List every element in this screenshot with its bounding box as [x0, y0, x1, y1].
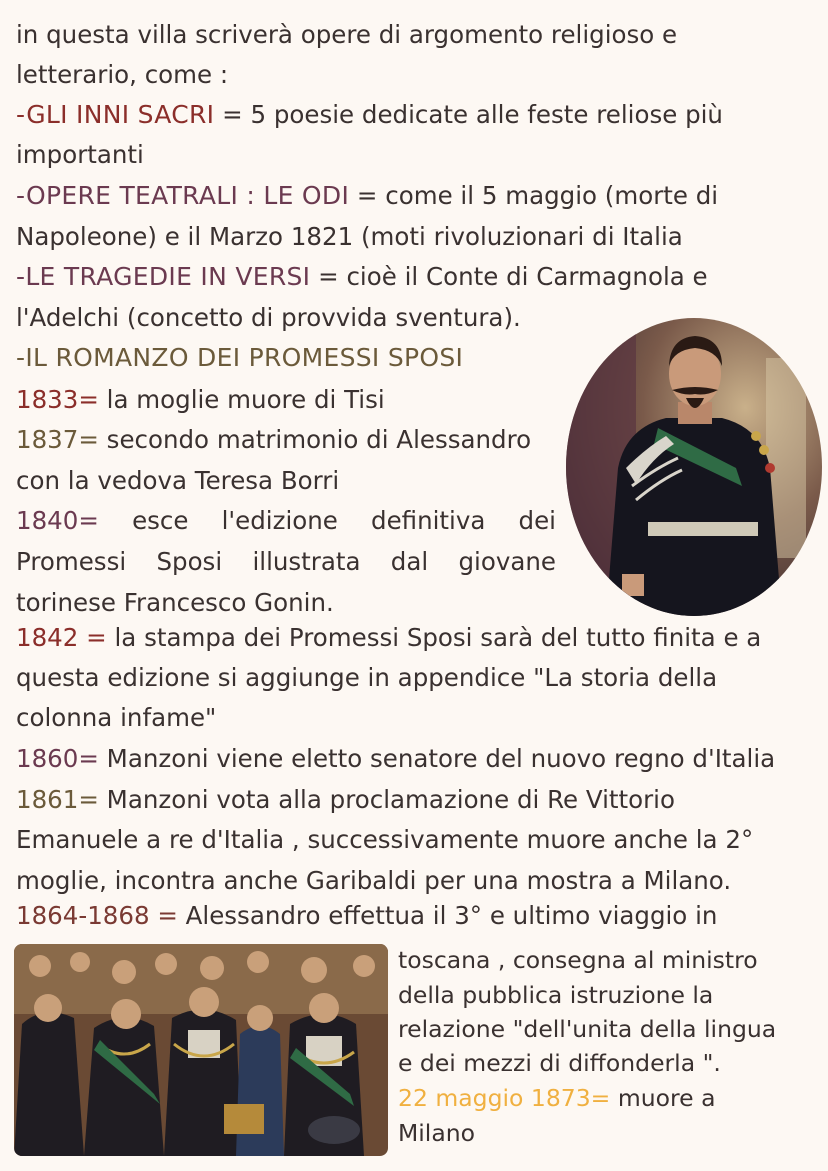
year-1842-label: 1842 =: [16, 623, 107, 652]
year-1860-line: [16, 739, 775, 779]
text-line: con la vedova Teresa Borri: [16, 466, 340, 495]
tragedie-text: = cioè il Conte di Carmagnola e: [310, 262, 708, 291]
year-1833-text: la moglie muore di Tisi: [98, 385, 385, 414]
word: Sposi: [156, 547, 223, 576]
year-1864-line: [16, 896, 717, 936]
portrait-illustration: [566, 318, 822, 616]
year-1861-label: 1861=: [16, 785, 99, 814]
historical-painting-image: [14, 944, 388, 1156]
text-line: in questa villa scriverà opere di argomento religioso e: [16, 20, 678, 49]
year-1833-label: 1833=: [16, 385, 99, 414]
opere-teatrali-line: [16, 176, 718, 216]
text-line: toscana , consegna al ministro: [398, 946, 758, 974]
year-1837-text: secondo matrimonio di Alessandro: [98, 425, 532, 454]
text-line: colonna infame": [16, 703, 217, 732]
text-line: importanti: [16, 140, 144, 169]
word: Promessi: [16, 547, 127, 576]
text-line: e dei mezzi di diffonderla ".: [398, 1049, 721, 1077]
year-1873-text: muore a: [610, 1084, 716, 1112]
text-line: l'Adelchi (concetto di provvida sventura).: [16, 303, 521, 332]
year-1837-line: [16, 420, 531, 460]
text-line: Milano: [398, 1119, 476, 1147]
year-1840-line: [16, 501, 556, 541]
inni-sacri-heading: -GLI INNI SACRI: [16, 100, 215, 129]
text-line: Napoleone) e il Marzo 1821 (moti rivoluzionari di Italia: [16, 222, 683, 251]
portrait-image: [566, 318, 822, 616]
opere-teatrali-text: = come il 5 maggio (morte di: [349, 181, 719, 210]
inni-sacri-text: = 5 poesie dedicate alle feste reliose più: [214, 100, 723, 129]
text-line: [16, 542, 556, 582]
text-line: torinese Francesco Gonin.: [16, 588, 334, 617]
word: dal: [390, 547, 429, 576]
year-1837-label: 1837=: [16, 425, 99, 454]
text-line: Emanuele a re d'Italia , successivamente muore anche la 2°: [16, 825, 754, 854]
inni-sacri-line: [16, 95, 723, 135]
year-1860-text: Manzoni viene eletto senatore del nuovo regno d'Italia: [98, 744, 776, 773]
word: esce: [132, 506, 189, 535]
year-1833-line: [16, 380, 385, 420]
text-line: relazione "dell'unita della lingua: [398, 1015, 777, 1043]
year-1873-label: 22 maggio 1873=: [398, 1084, 611, 1112]
year-1860-label: 1860=: [16, 744, 99, 773]
year-1861-line: [16, 780, 675, 820]
romanzo-heading: -IL ROMANZO DEI PROMESSI SPOSI: [16, 343, 464, 372]
word: illustrata: [252, 547, 361, 576]
year-1861-text: Manzoni vota alla proclamazione di Re Vittorio: [98, 785, 675, 814]
painting-illustration: [14, 944, 388, 1156]
year-1864-text: Alessandro effettua il 3° e ultimo viaggio in: [177, 901, 718, 930]
tragedie-line: [16, 257, 708, 297]
text-line: della pubblica istruzione la: [398, 981, 714, 1009]
year-1840-label: 1840=: [16, 506, 99, 535]
tragedie-heading: -LE TRAGEDIE IN VERSI: [16, 262, 311, 291]
text-line: moglie, incontra anche Garibaldi per una mostra a Milano.: [16, 866, 732, 895]
year-1873-line: [398, 1078, 715, 1118]
opere-teatrali-heading: -OPERE TEATRALI : LE ODI: [16, 181, 350, 210]
word: definitiva: [371, 506, 486, 535]
year-1864-label: 1864-1868 =: [16, 901, 178, 930]
text-line: letterario, come :: [16, 60, 229, 89]
year-1842-line: [16, 618, 761, 658]
word: l'edizione: [221, 506, 338, 535]
word: giovane: [458, 547, 556, 576]
text-line: questa edizione si aggiunge in appendice "La storia della: [16, 663, 718, 692]
word: dei: [518, 506, 556, 535]
year-1842-text: la stampa dei Promessi Sposi sarà del tutto finita e a: [106, 623, 762, 652]
